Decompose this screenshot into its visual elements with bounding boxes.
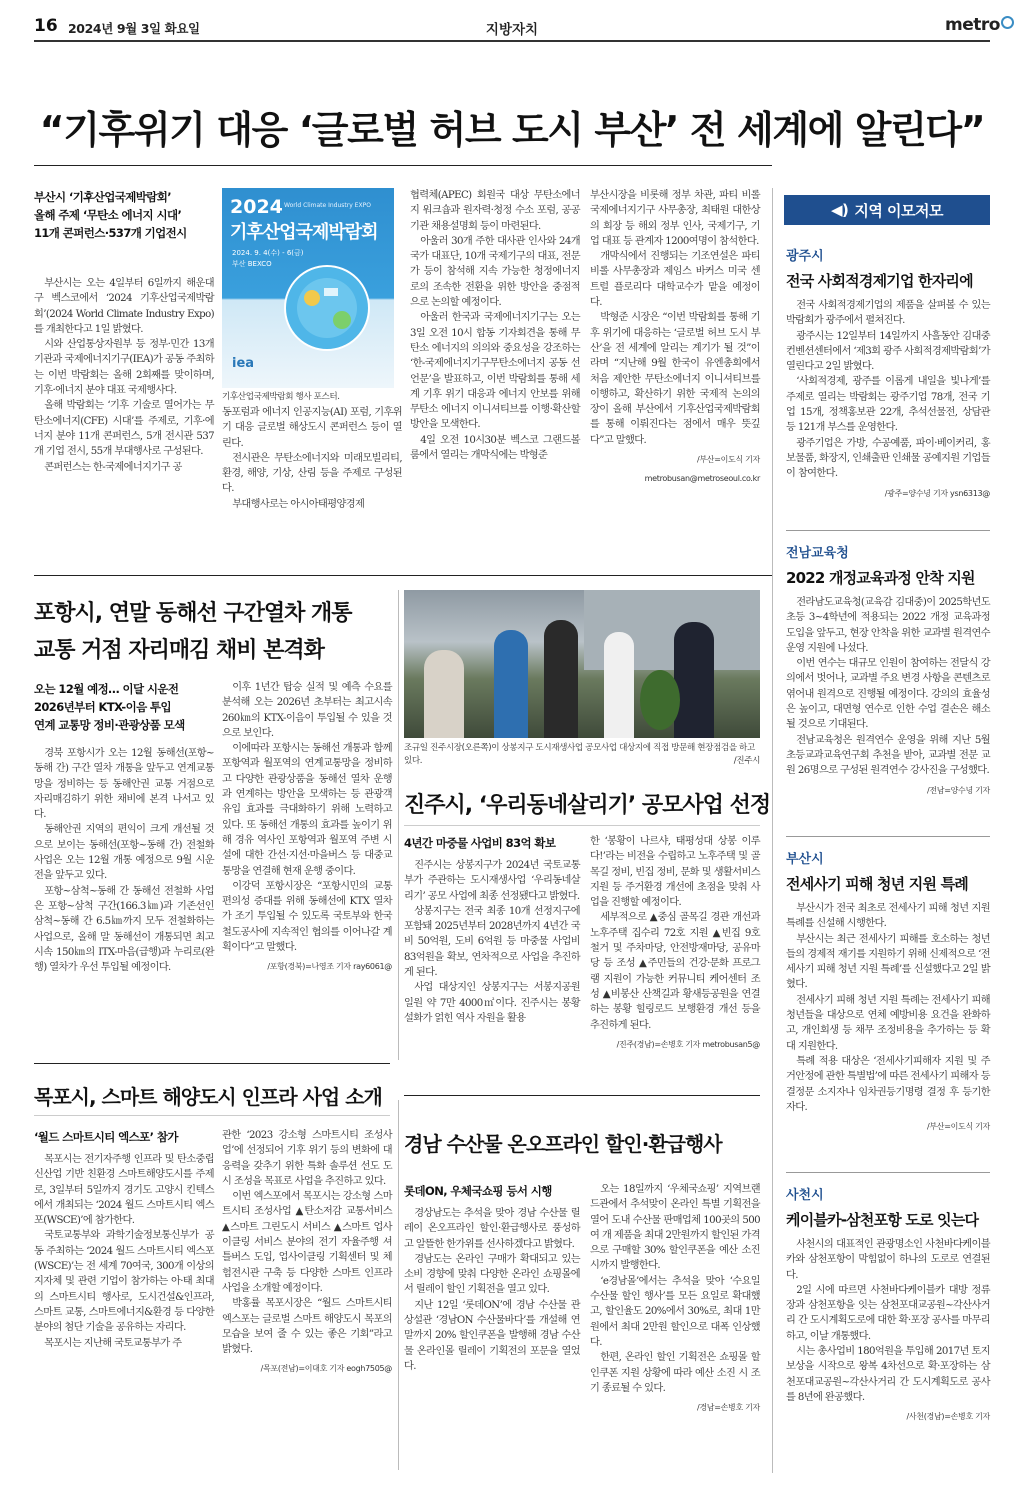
poster-subtitle: World Climate Industry EXPO [284,202,371,209]
sidebar-byline: /사천(경남)=손병호 기자 [906,1412,990,1422]
section-rule [34,575,772,576]
paragraph: 박홍률 목포시장은 “월드 스마트시티 엑스포는 글로벌 스마트 해양도시 목포의 모습을 보여 줄 수 있는 좋은 기회”라고 밝혔다. [222,1298,392,1356]
main-headline: “기후위기 대응 ‘글로벌 허브 도시 부산’ 전 세계에 알린다” [39,108,985,152]
speaker-icon: ◀︎) [830,201,849,219]
paragraph: 박형준 시장은 “이번 박람회를 통해 기후 위기에 대응하는 ‘글로벌 허브 도시 부산’을 전 세계에 알리는 계기가 될 것”이라며 “지난해 9월 한국이 유엔총회에서 처음 제안한 무탄소에너지 이니셔티브를 이행하고, 확산하기 위한 국제적 논의의 장이 올해 부산에서 기후산업국제박람회를 통해 이뤄진다는 점에서 매우 뜻깊다”고 말했다. [590,312,760,446]
pohang-subhead: 2026년부터 KTX-이음 투입 [34,700,172,714]
sidebar-item [786,1184,990,1425]
paragraph: 이번 엑스포에서 목포시는 강소형 스마트시티 조성사업 ▲탄소저감 교통서비스 ▲스마트 그린도시 서비스 ▲스마트 업사이클링 서비스 분야의 전기 자율주행 셔틀버스 도입, 업사이클링 기획센터 및 체험전시관 구축 등 다양한 스마트 인프라 사업을 소개할 예정이다. [222,1191,392,1294]
paragraph: 전시관은 무탄소에너지와 미래모빌리티, 환경, 해양, 기상, 산림 등을 주제로 구성된다. [222,452,402,495]
pohang-col-1 [34,746,214,975]
metro-logo [945,15,1014,35]
gyeongnam-subhead: 롯데ON, 우체국쇼핑 등서 시행 [404,1184,552,1198]
paragraph: 협력체(APEC) 회원국 대상 무탄소에너지 워크숍과 원자력·청정 수소 포럼, 공공기관 채용설명회 등이 마련된다. [410,190,580,232]
jinju-photo-credit: /진주시 [733,756,760,766]
paragraph: 상봉지구는 전국 최종 10개 선정지구에 포함돼 2025년부터 2028년까지 4년간 국비 50억원, 도비 6억원 등 마중물 사업비 83억원을 확보, 연차적으로 사업을 추진하게 된다. [404,905,580,979]
mokpo-col-1 [34,1152,214,1351]
sidebar-header-label: 지역 이모저모 [854,201,944,220]
sidebar-header [784,195,990,225]
sidebar-body [786,595,990,798]
person [674,622,714,738]
expo-poster [222,188,394,388]
main-col-3 [410,188,580,463]
sidebar-title: 전세사기 피해 청년 지원 특례 [786,875,968,893]
paragraph: 아울러 한국과 국제에너지기구는 오는 3일 오전 10시 합동 기자회견을 통해 무탄소 에너지의 의의와 중요성을 강조하는 ‘한-국제에너지기구무탄소에너지 공동 선언문’을 발표하고, 이번 박람회를 통해 세계 기후 위기 대응과 에너지 안보를 위해 무탄소 에너지 이니셔티브를 이행·확산할 방안을 모색한다. [410,312,580,431]
sidebar-body [786,1237,990,1425]
jinju-photo [404,590,760,738]
section-rule [34,1063,390,1064]
jinju-col-1 [404,858,580,1026]
main-byline: /부산=이도식 기자 [696,455,760,465]
paragraph: 2일 시에 따르면 사천바다케이블카 대방 정류장과 삼천포항을 잇는 삼천포대교공원~각산사거리 간 도시계획도로에 대한 확·포장 공사를 마무리하고, 이날 개통했다. [786,1284,990,1342]
sidebar-divider [772,188,773,1473]
pohang-subhead: 오는 12월 예정… 이달 시운전 [34,682,179,696]
jinju-photo-caption: 조규일 진주시장(오른쪽)이 상봉지구 도시재생사업 공모사업 대상지에 직접 방문해 현장점검을 하고 있다. [404,743,755,766]
main-col-2 [222,405,402,512]
sidebar-title: 케이블카-삼천포항 도로 잇는다 [786,1211,979,1229]
pohang-col-2 [222,680,392,975]
paragraph: 포항~삼척~동해 간 동해선 전철화 사업은 포항~삼척 구간(166.3㎞)과 기존선인 삼척~동해 간 6.5㎞까지 모두 전철화하는 사업으로, 올해 말 동해선이 개통되면 최고시속 150㎞의 ITX-마음(급행)과 누리로(완행) 열차가 우선 투입될 예정이다. [34,885,214,974]
main-subheads [34,188,214,242]
main-subhead: 올해 주제 ‘무탄소 에너지 시대’ [34,208,182,222]
main-subhead: 11개 콘퍼런스·537개 기업전시 [34,226,187,240]
paragraph: 부산시가 전국 최초로 전세사기 피해 청년 지원 특례를 신설해 시행한다. [786,903,990,930]
pohang-subheads [34,680,214,734]
sidebar-body [786,901,990,1134]
main-col-4 [590,188,760,487]
column-divider [398,1100,399,1470]
pohang-headline-1: 포항시, 연말 동해선 구간열차 개통 [34,601,352,626]
paragraph: 전국 사회적경제기업의 제품을 살펴볼 수 있는 박람회가 광주에서 펼쳐진다. [786,300,990,327]
paragraph: 목포시는 지난해 국토교통부가 주 [44,1337,182,1349]
paragraph: 전라남도교육청(교육감 김대중)이 2025학년도 초등 3~4학년에 적용되는 2022 개정 교육과정 도입을 앞두고, 현장 안착을 위한 교과별 원격연수 운영 지원에 나섰다. [786,597,990,654]
tree [640,670,680,730]
main-col-1 [34,276,214,475]
jinju-byline: /진주(경남)=손병호 기자 metrobusan5@ [616,1039,760,1049]
sidebar-region: 광주시 [786,249,824,264]
sidebar-region: 사천시 [786,1188,824,1203]
header-rule [34,40,990,42]
paragraph: 이후 1년간 탑승 실적 및 예측 수요를 분석해 오는 2026년 초부터는 최고시속 260㎞의 KTX-이음이 투입될 수 있을 것으로 보인다. [222,682,392,739]
paragraph: 광주시는 12일부터 14일까지 사흘동안 김대중컨벤션센터에서 ‘제3회 광주 사회적경제박람회’가 열린다고 2일 밝혔다. [786,330,990,373]
paragraph: 한편, 온라인 할인 기획전은 쇼핑몰 할인쿠폰 지원 상황에 따라 예산 소진 시 조기 종료될 수 있다. [590,1352,760,1394]
paragraph: 이강덕 포항시장은 “포항시민의 교통 편의성 증대를 위해 동해선에 KTX 열차가 조기 투입될 수 있도록 국토부와 한국철도공사에 지속적인 협의를 이어나갈 계획이다”고 말했다. [222,880,392,954]
sidebar-title: 전국 사회적경제기업 한자리에 [786,272,973,290]
paragraph: 부대행사로는 아시아태평양경제 [232,498,365,510]
gyeongnam-col-1 [404,1206,580,1374]
person [604,632,634,738]
sidebar-byline: /광주=양수녕 기자 ysn6313@ [884,488,990,498]
poster-dates: 2024. 9. 4(수) - 6(금) [232,249,304,257]
pohang-byline: /포항(경북)=나영조 기자 ray6061@ [267,962,392,972]
page-number: 16 [34,16,58,36]
mokpo-subhead: ‘월드 스마트시티 엑스포’ 참가 [34,1130,178,1144]
sidebar-byline: /전남=양수녕 기자 [926,785,990,795]
paragraph: 광주기업은 가방, 수공예품, 파이·베이커리, 홍보물품, 화장지, 인쇄출판 인쇄물 공예지원 기업들이 참여한다. [786,437,990,480]
poster-iea: iea [232,356,255,371]
paragraph: ‘사회적경제, 광주를 이롭게 내일을 빛나게’를 주제로 열리는 박람회는 광주기업 78개, 전국 기업 15개, 정책홍보관 22개, 추석선물전, 상담관 등 121개 부스를 운영한다. [786,376,990,434]
sidebar-item [786,245,990,501]
person [424,650,464,738]
sidebar-region: 전남교육청 [786,546,849,561]
sidebar-rule [786,1172,990,1173]
paragraph: 개막식에서 진행되는 기조연설은 파티 비롤 사무총장과 제임스 바커스 미국 센트럴 플로리다 대학교수가 맡을 예정이다. [590,251,760,309]
paragraph: 특례 적용 대상은 ‘전세사기피해자 지원 및 주거안정에 관한 특별법’에 따른 전세사기 피해자 등 결정문 소지자나 임차권등기명령 결정 후 등기한 자다. [786,1055,990,1113]
paragraph: 목포시는 전기자주행 인프라 및 탄소중립 신산업 기반 친환경 스마트해양도시를 주제로, 3일부터 5일까지 경기도 고양시 킨텍스에서 개최되는 ‘2024 월드 스마트시티 엑스포(WSCE)’에 참가한다. [34,1154,214,1227]
sidebar-rule [786,530,990,531]
paragraph: 경남도는 온라인 구매가 확대되고 있는 소비 경향에 맞춰 다양한 온라인 쇼핑몰에서 릴레이 할인 기획전을 열고 있다. [404,1253,580,1296]
paragraph: 세부적으로 ▲중심 골목길 경관 개선과 노후주택 집수리 72호 지원 ▲빈집 9호 철거 및 주차마당, 안전방재마당, 공유마당 등 조성 ▲주민들의 건강·문화 프로그램 지원이 가능한 커뮤니티 케어센터 조성 ▲비봉산 산책길과 황새등공원을 연결하는 봉황 힐링로드 보행환경 개선 등을 추진하게 된다. [590,912,760,1031]
mokpo-headline: 목포시, 스마트 해양도시 인프라 사업 소개 [34,1085,382,1109]
person [544,620,578,738]
paragraph: 사천시의 대표적인 관광명소인 사천바다케이블카와 삼천포항이 막힘없이 하나의 도로로 연결된다. [786,1239,990,1281]
paragraph: 4일 오전 10시30분 벡스코 그랜드볼룸에서 열리는 개막식에는 박형준 [410,434,580,462]
sidebar-item [786,848,990,1134]
paragraph: 전세사기 피해 청년 지원 특례는 전세사기 피해 청년들을 대상으로 연체 예방비용 요건을 완화하고, 개인회생 등 채무 조정비용을 추가하는 등 확대 지원한다. [786,994,990,1052]
mokpo-col-2 [222,1128,392,1377]
paragraph: 이에따라 포항시는 동해선 개통과 함께 포항역과 월포역의 연계교통망을 정비하고 다양한 관광상품을 동해선 열차 운행과 연계하는 방안을 모색하는 등 관광객 유입 효과를 극대화하기 위해 노력하고 있다. 또 동해선 개통의 효과를 높이기 위해 경유 역사인 포항역과 월포역 주변 시설에 대한 간선·지선·마을버스 등 대중교통망을 연결해 현재 운행 중이다. [222,743,392,877]
main-email: metrobusan@metroseoul.co.kr [644,474,760,484]
paragraph: 관한 ‘2023 강소형 스마트시티 조성사업’에 선정되어 기후 위기 등의 변화에 대응력을 갖추기 위한 특화 솔루션 선도 도시 조성을 목표로 사업을 추진하고 있다. [222,1130,392,1187]
gyeongnam-byline: /경남=손병호 기자 [696,1403,760,1413]
paragraph: 이번 연수는 대규모 인원이 참여하는 전달식 강의에서 벗어나, 교과별 주요 변경 사항을 콘텐츠로 엮어내 원격으로 진행될 예정이다. 강의의 효율성은 높이고, 대면형 연수로 인한 수업 결손은 해소될 것으로 기대된다. [786,658,990,731]
issue-date: 2024년 9월 3일 화요일 [68,21,200,36]
paragraph: 동해안권 지역의 편익이 크게 개선될 것으로 보이는 동해선(포항~동해 간) 전철화 사업은 오는 12월 개통 예정으로 9월 시운전을 앞두고 있다. [34,824,214,882]
headline-rule [34,165,772,166]
poster-caption: 기후산업국제박람회 행사 포스터. [222,392,340,402]
mokpo-byline: /목포(전남)=이대호 기자 eogh7505@ [260,1364,392,1374]
paragraph: 시와 산업통상자원부 등 정부·민간 13개 기관과 국제에너지기구(IEA)가 공동 주최하는 이번 박람회는 올해 2회째를 맞이하며, 기후·에너지 분야 대표 국제행사다. [34,339,214,397]
pohang-subhead: 연계 교통망 정비·관광상품 모색 [34,718,185,732]
section-title: 지방자치 [485,22,539,38]
section-rule [404,1095,760,1096]
paragraph: 동포럼과 에너지 인공지능(AI) 포럼, 기후위기 대응 글로벌 해상도시 콘퍼런스 등이 열린다. [222,407,402,449]
paragraph: 오는 18일까지 ‘우체국쇼핑’ 지역브랜드관에서 추석맞이 온라인 특별 기획전을 열어 도내 수산물 판매업체 100곳의 500여 개 제품을 최대 2만원까지 할인된 가격으로 구매할 30% 할인쿠폰을 예산 소진 시까지 발행한다. [590,1184,760,1272]
paragraph: 콘퍼런스는 한-국제에너지기구 공 [44,461,182,473]
gyeongnam-col-2 [590,1182,760,1415]
paragraph: 경북 포항시가 오는 12월 동해선(포항~동해 간) 구간 열차 개통을 앞두고 연계교통망을 정비하는 등 동해안권 교통 거점으로 자리매김하기 위한 채비에 본격 나서고 있다. [34,748,214,821]
poster-year: 2024 [230,196,283,218]
paragraph: 한 ‘봉황이 나르샤, 태평성대 상봉 이루다!’라는 비전을 수립하고 노후주택 및 골목길 정비, 빈집 정비, 문화 및 생활서비스 지원 등 주거환경 개선에 초점을 맞춰 사업을 진행할 예정이다. [590,836,760,909]
paragraph: 아울러 30개 주한 대사관 인사와 24개 국가 대표단, 10개 국제기구의 대표, 전문가 등이 참석해 지속 가능한 청정에너지로의 조속한 전환을 위한 방안을 중점적으로 논의할 예정이다. [410,235,580,309]
jinju-col-2 [590,834,760,1052]
jinju-subhead: 4년간 마중물 사업비 83억 확보 [404,836,556,850]
poster-venue: 부산 BEXCO [232,260,272,268]
paragraph: 진주시는 상봉지구가 2024년 국토교통부가 주관하는 도시재생사업 ‘우리동네살리기’ 공모 사업에 최종 선정됐다고 밝혔다. [404,860,580,902]
sidebar-byline: /부산=이도식 기자 [926,1122,990,1132]
gyeongnam-headline: 경남 수산물 온오프라인 할인·환급행사 [404,1132,722,1156]
pohang-headline-2: 교통 거점 자리매김 채비 본격화 [34,638,324,663]
paragraph: 사업 대상지인 상봉지구는 서봉지공원 일원 약 7만 4000㎡이다. 진주시는 봉황 설화가 얽힌 역사 자원을 활용 [404,982,580,1024]
jinju-headline: 진주시, ‘우리동네살리기’ 공모사업 선정 [404,793,771,818]
sidebar-rule [786,836,990,837]
paragraph: ‘e경남몰’에서는 추석을 맞아 ‘수요일 수산물 할인 행사’를 모든 요일로 확대했고, 할인율도 20%에서 30%로, 최대 1만원에서 최대 2만원 할인으로 대폭 인상했다. [590,1275,760,1348]
paragraph: 전남교육청은 원격연수 운영을 위해 지난 5월 초등교과교육연구회 추천을 받아, 교과별 전문 교원 26명으로 구성된 원격연수 강사진을 구성했다. [786,734,990,777]
paragraph: 올해 박람회는 ‘기후 기술로 열어가는 무탄소에너지(CFE) 시대’를 주제로, 기후·에너지 분야 11개 콘퍼런스, 5개 전시관 537개 기업 전시, 55개 부대행사로 구성된다. [34,400,214,458]
paragraph: 부산시는 최근 전세사기 피해를 호소하는 청년들의 경제적 재기를 지원하기 위해 신제적으로 ‘전세사기 피해 청년 지원 특례’를 신설했다고 2일 밝혔다. [786,933,990,991]
jinju-rule [404,825,760,826]
paragraph: 국토교통부와 과학기술정보통신부가 공동 주최하는 ‘2024 월드 스마트시티 엑스포(WSCE)’는 전 세계 70여국, 300개 이상의 지자체 및 관련 기업이 참가하는 아·태 최대의 스마트시티 행사로, 도시건설&인프라, 스마트 교통, 스마트에너지&환경 등 다양한 분야의 첨단 기술을 공유하는 자리다. [34,1230,214,1334]
sidebar-title: 2022 개정교육과정 안착 지원 [786,569,975,587]
sidebar-body [786,298,990,501]
column-divider [398,590,399,1060]
logo-mark-icon [1001,16,1014,29]
paragraph: 시는 총사업비 180억원을 투입해 2017년 토지 보상을 시작으로 왕복 4차선으로 확·포장하는 삼천포대교공원~각산사거리 간 도시계획도로 공사를 8년에 완공했다. [786,1346,990,1403]
sidebar-item [786,542,990,798]
mokpo-rule [34,1115,390,1116]
person [494,630,528,738]
paragraph: 지난 12일 ‘롯데ON’에 경남 수산물 관 상설관 ‘경남ON 수산물바다’를 개설해 연말까지 20% 할인쿠폰을 발행해 경남 수산물 온라인몰 릴레이 기획전의 포문을 열었다. [404,1299,580,1372]
main-subhead: 부산시 ‘기후산업국제박람회’ [34,190,172,204]
paragraph: 부산시는 오는 4일부터 6일까지 해운대구 벡스코에서 ‘2024 기후산업국제박람회’(2024 World Climate Industry Expo)를 개최한다고 1일 밝혔다. [34,278,214,335]
paragraph: 부산시장을 비롯해 정부 차관, 파티 비롤 국제에너지기구 사무총장, 최태원 대한상의 회장 등 해외 정부 인사, 국제기구, 기업 대표 등 관계자 1200여명이 참석한다. [590,190,760,247]
sidebar-region: 부산시 [786,852,824,867]
poster-title: 기후산업국제박람회 [230,222,378,243]
paragraph: 경상남도는 추석을 맞아 경남 수산물 릴레이 온오프라인 할인·환급행사로 풍성하고 알뜰한 한가위를 선사하겠다고 밝혔다. [404,1208,580,1250]
logo-text: metro [945,15,1000,35]
globe-icon [272,258,382,358]
